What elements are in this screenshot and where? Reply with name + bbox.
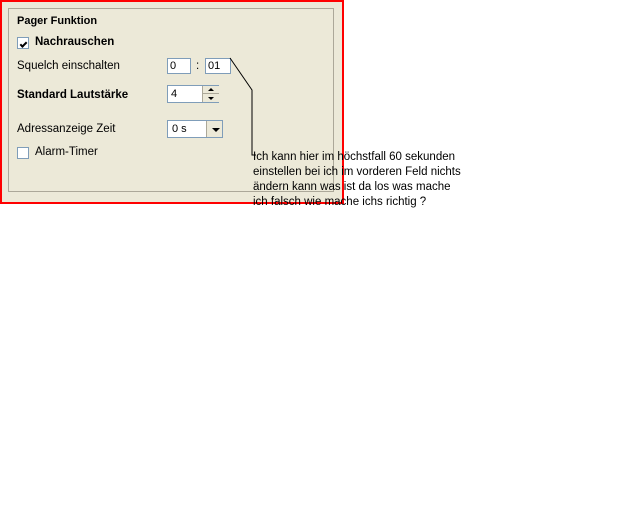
adressanzeige-label: Adressanzeige Zeit — [17, 123, 116, 135]
alarm-timer-checkbox[interactable] — [17, 147, 29, 159]
squelch-seconds-input[interactable]: 01 — [205, 58, 231, 74]
alarm-timer-label: Alarm-Timer — [35, 146, 98, 158]
squelch-label: Squelch einschalten — [17, 60, 120, 72]
annotation-text: Ich kann hier im höchstfall 60 sekunden einstellen bei ich im vorderen Feld nichts ändern kann was ist da los was mache ich falsch wie mache ichs richtig ? — [253, 151, 461, 208]
group-title: Pager Funktion — [17, 15, 98, 27]
adressanzeige-value: 0 s — [172, 123, 187, 135]
nachrauschen-checkbox[interactable] — [17, 37, 29, 49]
squelch-separator: : — [196, 60, 200, 72]
squelch-minutes-input[interactable]: 0 — [167, 58, 191, 74]
nachrauschen-label: Nachrauschen — [35, 36, 115, 48]
lautstaerke-label: Standard Lautstärke — [17, 89, 129, 101]
lautstaerke-value: 4 — [171, 88, 178, 100]
